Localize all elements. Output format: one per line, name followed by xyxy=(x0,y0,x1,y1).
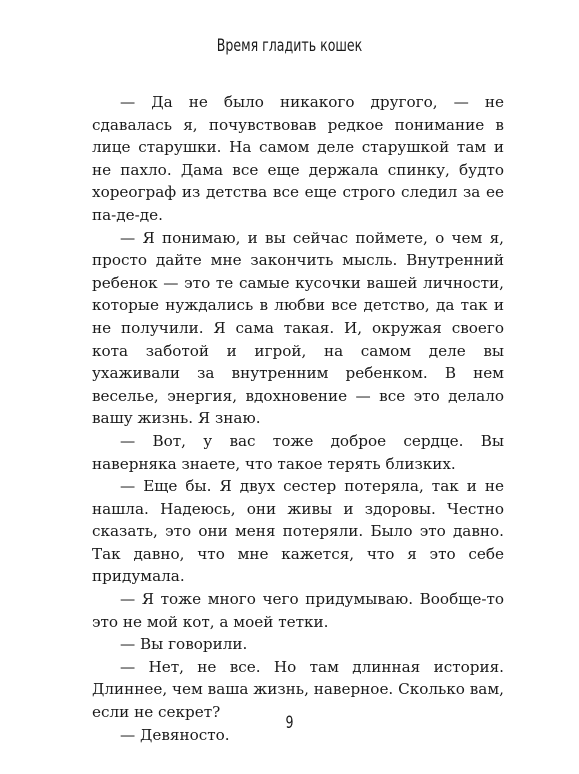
page-number: 9 xyxy=(285,713,294,733)
paragraph: — Вы говорили. xyxy=(120,635,248,654)
paragraph: — Да не было никакого другого, — не сдавалась я, почувствовав редкое понимание в лице старушки. На самом деле старушкой там и не пахло. Дама все еще держала спинку, будто хореограф из детства все еще строго следил за ее па-де-де. xyxy=(92,93,504,224)
paragraph: — Нет, не все. Но там длинная история. Длиннее, чем ваша жизнь, наверное. Сколько вам, если не секрет? xyxy=(92,657,504,722)
paragraph: — Я понимаю, и вы сейчас поймете, о чем я, просто дайте мне закончить мысль. Внутренний ребенок — это те самые кусочки вашей личности, которые нуждались в любви все детство, да так и не получили. Я сама такая. И, окружая своего кота заботой и игрой, на самом деле вы ухаживали за внутренним ребенком. В нем веселье, энергия, вдохновение — все это делало вашу жизнь. Я знаю. xyxy=(92,228,504,428)
running-head-title: Время гладить кошек xyxy=(216,36,363,56)
body-text xyxy=(92,91,504,746)
paragraph: — Еще бы. Я двух сестер потеряла, так и не нашла. Надеюсь, они живы и здоровы. Честно сказать, это они меня потеряли. Было это давно. Так давно, что мне кажется, что я это себе придумала. xyxy=(92,477,504,586)
paragraph: — Я тоже много чего придумываю. Вообще-то это не мой кот, а моей тетки. xyxy=(92,590,504,631)
paragraph: — Девяносто. xyxy=(120,725,230,744)
paragraph: — Вот, у вас тоже доброе сердце. Вы наверняка знаете, что такое терять близких. xyxy=(92,431,504,473)
